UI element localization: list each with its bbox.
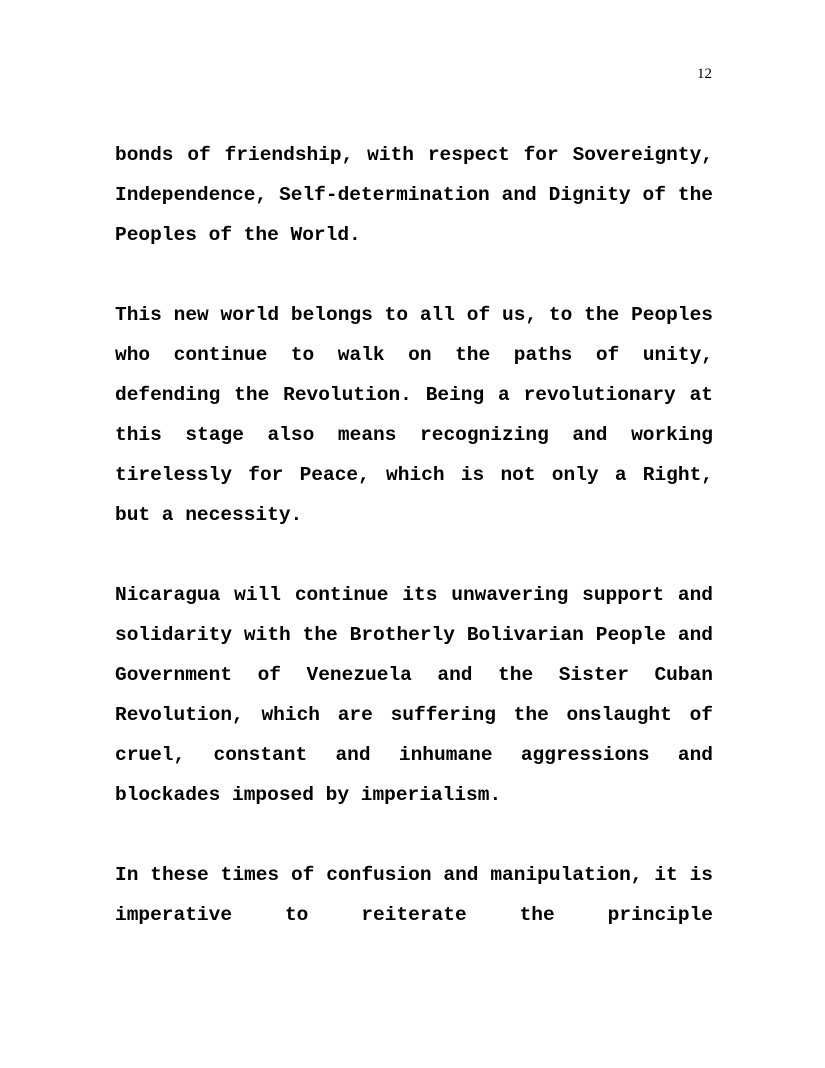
paragraph-3: Nicaragua will continue its unwavering support and solidarity with the Brotherly Bolivarian People and Government of Venezuela and the Sister Cuban Revolution, which are suffering the onslaught of cruel, constant and inhumane aggressions and blockades imposed by imperialism. [115,584,713,806]
paragraph-4: In these times of confusion and manipulation, it is imperative to reiterate the principle [115,864,713,926]
paragraph-2: This new world belongs to all of us, to the Peoples who continue to walk on the paths of unity, defending the Revolution. Being a revolutionary at this stage also means recognizing and working tirelessly for Peace, which is not only a Right, but a necessity. [115,304,713,526]
page-number: 12 [697,66,712,82]
body-text [115,135,713,975]
paragraph-1: bonds of friendship, with respect for Sovereignty, Independence, Self-determination and Dignity of the Peoples of the World. [115,144,713,246]
